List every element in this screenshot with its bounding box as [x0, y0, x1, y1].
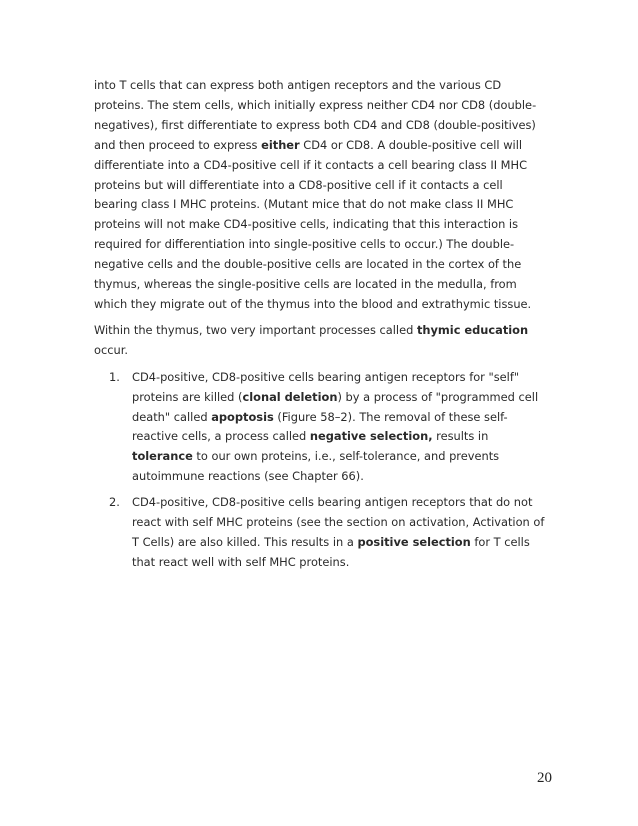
text-run: CD4 or CD8. A double-positive cell will differentiate into a CD4-positive cell if it contacts a cell bearing class II MHC proteins but will differentiate into a CD8-positive cell if it contacts a cell bearing class I MHC proteins. (Mutant mice that do not make class II MHC proteins will not make CD4-positive cells, indicating that this interaction is required for differentiation into single-positive cells to occur.) The double-negative cells and the double-positive cells are located in the cortex of the thymus, whereas the single-positive cells are located in the medulla, from which they migrate out of the thymus into the blood and extrathymic tissue.	[94, 137, 532, 311]
text-run: for T cells that react well with self MHC proteins.	[132, 534, 530, 569]
text-run: into T cells that can express both antigen receptors and the various CD proteins. The stem cells, which initially express neither CD4 nor CD8 (double-negatives), first differentiate to express both CD4 and CD8 (double-positives) and then proceed to express	[94, 78, 537, 152]
text-run: (Figure 58–2). The removal of these self-reactive cells, a process called	[132, 409, 508, 444]
list-item	[94, 368, 546, 487]
bold-term-either: either	[261, 137, 300, 152]
text-run: CD4-positive, CD8-positive cells bearing antigen receptors that do not react with self MHC proteins (see the section on activation, Activation of T Cells) are also killed. This results in a	[132, 495, 545, 549]
text-run: occur.	[94, 342, 128, 357]
text-run: results in	[432, 429, 489, 444]
bold-term-positive-selection: positive selection	[357, 534, 471, 549]
paragraph-thymus-differentiation	[94, 76, 546, 315]
text-run: CD4-positive, CD8-positive cells bearing antigen receptors for "self" proteins are killed (	[132, 369, 520, 404]
bold-term-apoptosis: apoptosis	[211, 409, 274, 424]
bold-term-thymic-education: thymic education	[416, 322, 529, 337]
bold-term-negative-selection: negative selection,	[309, 429, 433, 444]
text-run: Within the thymus, two very important processes called	[94, 322, 417, 337]
list-item	[94, 493, 546, 573]
text-run: to our own proteins, i.e., self-tolerance, and prevents autoimmune reactions (see Chapter 66).	[132, 449, 500, 484]
text-run: ) by a process of "programmed cell death" called	[132, 389, 539, 424]
bold-term-clonal-deletion: clonal deletion	[242, 389, 338, 404]
paragraph-thymic-education	[94, 321, 546, 361]
bold-term-tolerance: tolerance	[132, 449, 193, 464]
page-number: 20	[537, 770, 552, 786]
list-item-number: 1.	[109, 369, 120, 384]
page-content	[94, 76, 546, 579]
numbered-list	[94, 368, 546, 573]
list-item-number: 2.	[109, 495, 120, 510]
